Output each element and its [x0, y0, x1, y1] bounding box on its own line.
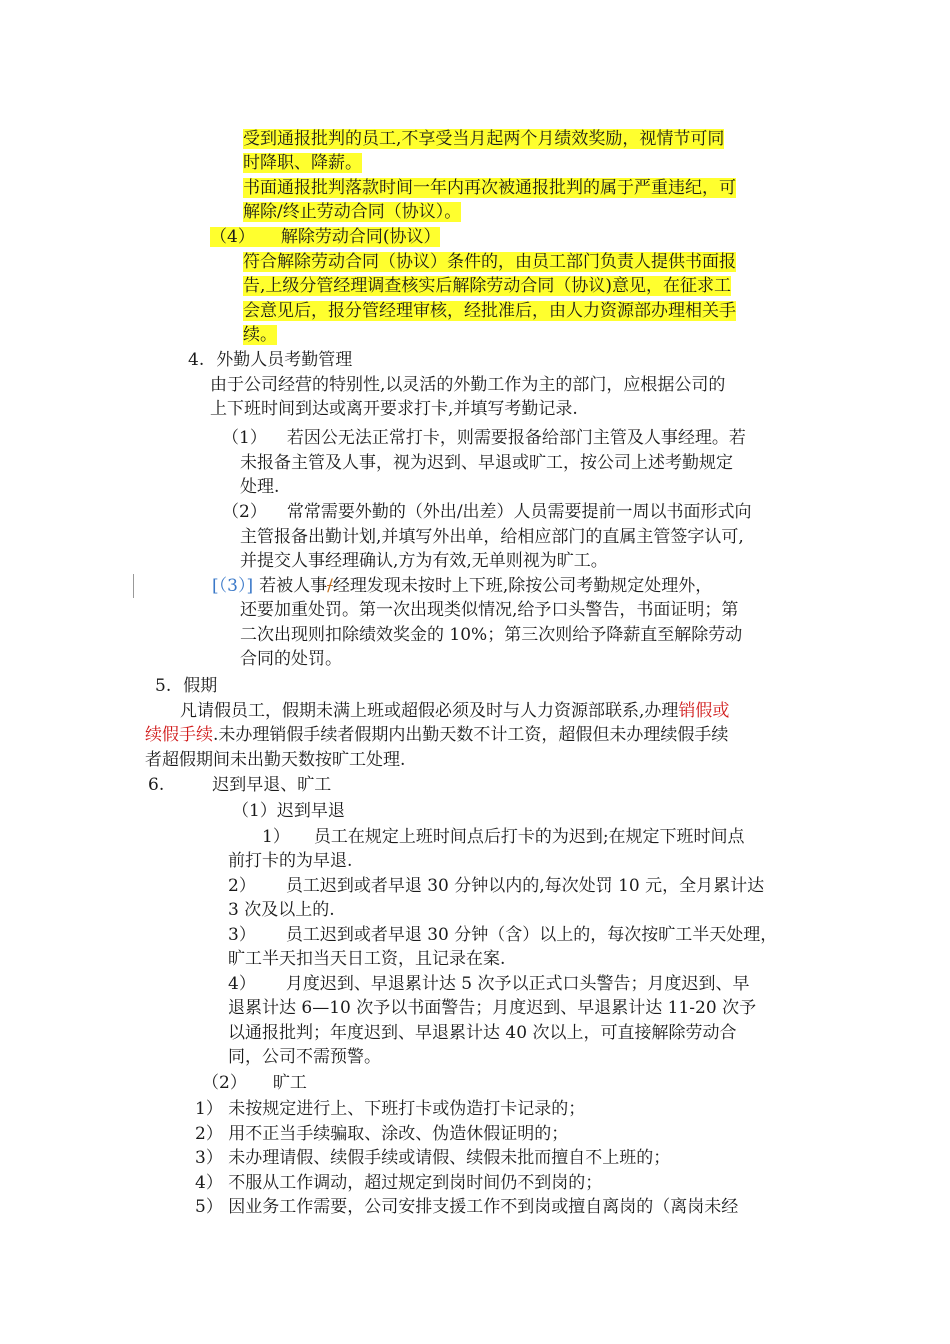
dismiss-line-2: 告,上级分管经理调查核实后解除劳动合同（协议)意见，在征求工	[243, 276, 732, 296]
item-4-1-line-3: 处理.	[240, 477, 280, 497]
section-4-title: 外勤人员考勤管理	[216, 350, 353, 370]
absence-item-1: 1） 未按规定进行上、下班打卡或伪造打卡记录的；	[195, 1099, 586, 1119]
item-4-3-line-3: 二次出现则扣除绩效奖金的 10%；第三次则给予降薪直至解除劳动	[240, 625, 743, 645]
item-4-3-line-4: 合同的处罚。	[240, 649, 342, 669]
subsection-6-2-title: 旷工	[272, 1073, 307, 1093]
item-4-3-line-1: [（3）] 若被人事/经理发现未按时上下班,除按公司考勤规定处理外，	[212, 576, 713, 596]
section-5-title: 假期	[183, 676, 218, 696]
dismiss-heading	[210, 225, 440, 249]
section-5-heading	[155, 674, 217, 698]
section-4-heading	[188, 348, 352, 372]
dismiss-line-3: 会意见后，报分管经理审核，经批准后，由人力资源部办理相关手	[243, 301, 736, 321]
item-4-2-number: （2）	[222, 502, 267, 522]
change-bar-marker	[133, 574, 134, 598]
dismiss-title: 解除劳动合同(协议）	[280, 227, 441, 247]
item-6-1-3-line-1: 3） 员工迟到或者早退 30 分钟（含）以上的，每次按旷工半天处理，	[228, 925, 778, 945]
section-4-intro-2: 上下班时间到达或离开要求打卡,并填写考勤记录.	[210, 399, 578, 419]
notice-line-3: 书面通报批判落款时间一年内再次被通报批判的属于严重违纪，可	[243, 178, 736, 198]
section-5-line-2: 续假手续.未办理销假手续者假期内出勤天数不计工资，超假但未办理续假手续	[145, 725, 729, 745]
section-5-line-3: 者超假期间未出勤天数按旷工处理.	[145, 750, 406, 770]
item-6-1-1-line-1: 1） 员工在规定上班时间点后打卡的为迟到;在规定下班时间点	[262, 827, 745, 847]
item-4-3-line-2: 还要加重处罚。第一次出现类似情况,给予口头警告，书面证明；第	[240, 600, 739, 620]
item-4-2-line-3: 并提交人事经理确认,方为有效,无单则视为旷工。	[240, 551, 608, 571]
absence-item-5: 5） 因业务工作需要，公司安排支援工作不到岗或擅自离岗的（离岗未经	[195, 1197, 739, 1217]
notice-line-4: 解除/终止劳动合同（协议）。	[243, 202, 462, 222]
item-6-1-3-line-2: 旷工半天扣当天日工资，且记录在案.	[228, 949, 506, 969]
section-6-number: 6.	[148, 775, 165, 795]
item-4-1-line-1: （1） 若因公无法正常打卡，则需要报备给部门主管及人事经理。若	[222, 428, 746, 448]
item-4-2-line-2: 主管报备出勤计划,并填写外出单，给相应部门的直属主管签字认可,	[240, 527, 744, 547]
section-4-number: 4.	[188, 350, 205, 370]
subsection-6-2-heading	[202, 1071, 307, 1095]
dismiss-number: （4）	[210, 227, 255, 247]
dismiss-line-1: 符合解除劳动合同（协议）条件的，由员工部门负责人提供书面报	[243, 252, 736, 272]
item-4-1-number: （1）	[222, 428, 267, 448]
item-6-1-4-line-3: 以通报批判；年度迟到、早退累计达 40 次以上，可直接解除劳动合	[228, 1023, 737, 1043]
subsection-6-1-heading: （1）迟到早退	[232, 801, 345, 821]
item-6-1-4-line-4: 同，公司不需预警。	[228, 1047, 381, 1067]
notice-line-2: 时降职、降薪。	[243, 153, 362, 173]
item-6-1-2-line-2: 3 次及以上的.	[228, 900, 335, 920]
item-4-3-number: [（3）]	[212, 576, 254, 596]
subsection-6-2-number: （2）	[202, 1073, 247, 1093]
item-4-1-line-2: 未报备主管及人事，视为迟到、早退或旷工，按公司上述考勤规定	[240, 453, 733, 473]
item-6-1-2-line-1: 2） 员工迟到或者早退 30 分钟以内的,每次处罚 10 元，全月累计达	[228, 876, 765, 896]
item-6-1-1-line-2: 前打卡的为早退.	[228, 851, 353, 871]
item-6-1-4-line-2: 退累计达 6—10 次予以书面警告；月度迟到、早退累计达 11-20 次予	[228, 998, 757, 1018]
absence-item-2: 2） 用不正当手续骗取、涂改、伪造休假证明的；	[195, 1124, 569, 1144]
dismiss-line-4: 续。	[243, 325, 277, 345]
notice-line-1: 受到通报批判的员工,不享受当月起两个月绩效奖励，视情节可同	[243, 129, 725, 149]
section-6-heading	[148, 773, 331, 797]
item-6-1-4-line-1: 4） 月度迟到、早退累计达 5 次予以正式口头警告；月度迟到、早	[228, 974, 750, 994]
absence-item-3: 3） 未办理请假、续假手续或请假、续假未批而擅自不上班的；	[195, 1148, 671, 1168]
section-6-title: 迟到早退、旷工	[212, 775, 332, 795]
absence-item-4: 4） 不服从工作调动，超过规定到岗时间仍不到岗的；	[195, 1173, 603, 1193]
deleted-mark: /	[327, 576, 333, 596]
section-4-intro-1: 由于公司经营的特别性,以灵活的外勤工作为主的部门，应根据公司的	[210, 375, 726, 395]
section-5-number: 5.	[155, 676, 172, 696]
section-5-line-1: 凡请假员工，假期未满上班或超假必须及时与人力资源部联系,办理销假或	[180, 701, 730, 721]
item-4-2-line-1: （2） 常常需要外勤的（外出/出差）人员需要提前一周以书面形式向	[222, 502, 752, 522]
